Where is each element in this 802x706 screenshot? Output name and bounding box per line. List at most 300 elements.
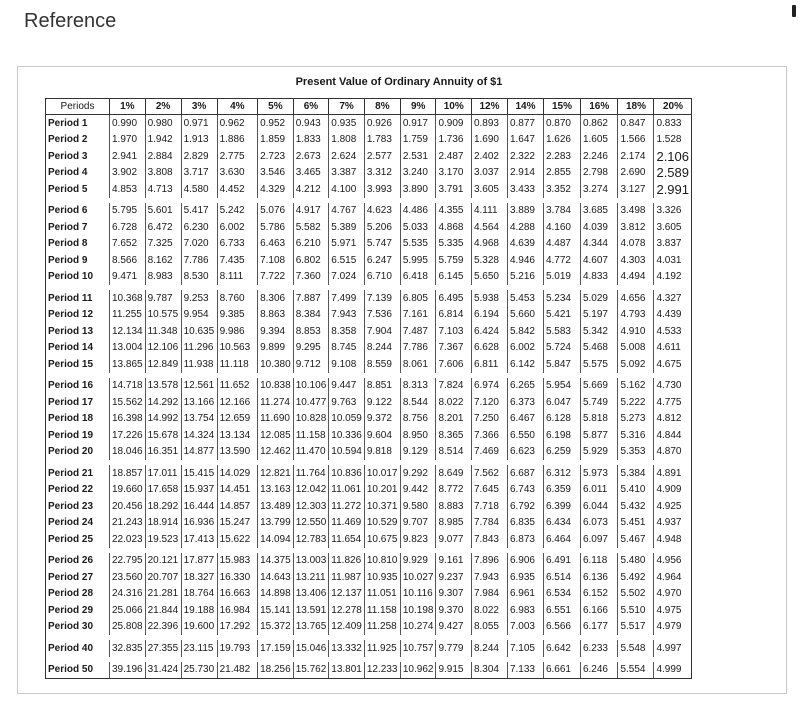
value-cell: 7.843	[471, 531, 507, 548]
header-rate: 18%	[618, 99, 654, 115]
value-cell: 8.384	[293, 307, 329, 324]
value-cell: 3.274	[580, 181, 618, 198]
value-cell: 1.759	[400, 132, 436, 149]
value-cell: 3.170	[436, 165, 472, 182]
value-cell: 7.786	[400, 340, 436, 357]
value-cell: 10.575	[145, 307, 181, 324]
value-cell: 8.983	[145, 269, 181, 286]
value-cell: 5.421	[543, 307, 580, 324]
value-cell: 11.470	[293, 444, 329, 461]
value-cell: 8.853	[293, 323, 329, 340]
value-cell: 6.128	[543, 411, 580, 428]
value-cell: 3.685	[580, 203, 618, 220]
table-row	[46, 378, 692, 395]
value-cell: 12.137	[329, 586, 365, 603]
value-cell: 3.902	[110, 165, 146, 182]
value-cell: 2.991	[654, 181, 692, 198]
value-cell: 12.409	[329, 619, 365, 636]
value-cell: 14.643	[258, 569, 294, 586]
value-cell: 15.415	[181, 465, 217, 482]
value-cell: 9.763	[329, 394, 365, 411]
value-cell: 0.971	[181, 115, 217, 132]
value-cell: 9.307	[436, 586, 472, 603]
value-cell: 5.554	[618, 662, 654, 679]
table-row	[46, 531, 692, 548]
table-row	[46, 498, 692, 515]
table-row	[46, 148, 692, 165]
table-title-text: Present Value of Ordinary Annuity of $1	[295, 76, 503, 88]
value-cell: 9.237	[436, 569, 472, 586]
table-row	[46, 356, 692, 373]
value-cell: 1.605	[580, 132, 618, 149]
table-row	[46, 444, 692, 461]
value-cell: 3.717	[181, 165, 217, 182]
value-cell: 8.055	[471, 619, 507, 636]
value-cell: 19.660	[110, 482, 146, 499]
value-cell: 4.910	[618, 323, 654, 340]
value-cell: 6.792	[507, 498, 543, 515]
value-cell: 4.925	[654, 498, 692, 515]
value-cell: 2.577	[364, 148, 400, 165]
period-label: Period 40	[46, 640, 110, 657]
table-row	[46, 181, 692, 198]
value-cell: 3.312	[364, 165, 400, 182]
value-cell: 12.303	[293, 498, 329, 515]
value-cell: 5.973	[580, 465, 618, 482]
value-cell: 6.961	[507, 586, 543, 603]
value-cell: 5.502	[618, 586, 654, 603]
value-cell: 5.724	[543, 340, 580, 357]
value-cell: 4.452	[217, 181, 258, 198]
value-cell: 8.313	[400, 378, 436, 395]
value-cell: 8.022	[471, 602, 507, 619]
period-label: Period 11	[46, 290, 110, 307]
period-label: Period 5	[46, 181, 110, 198]
value-cell: 5.582	[293, 219, 329, 236]
value-cell: 13.211	[293, 569, 329, 586]
value-cell: 3.808	[145, 165, 181, 182]
value-cell: 5.842	[507, 323, 543, 340]
period-label: Period 14	[46, 340, 110, 357]
table-row	[46, 323, 692, 340]
value-cell: 9.580	[400, 498, 436, 515]
value-cell: 15.678	[145, 427, 181, 444]
value-cell: 14.324	[181, 427, 217, 444]
value-cell: 4.623	[364, 203, 400, 220]
value-cell: 5.995	[400, 252, 436, 269]
value-cell: 7.499	[329, 290, 365, 307]
value-cell: 12.042	[293, 482, 329, 499]
value-cell: 13.590	[217, 444, 258, 461]
value-cell: 6.661	[543, 662, 580, 679]
value-cell: 25.808	[110, 619, 146, 636]
value-cell: 4.853	[110, 181, 146, 198]
value-cell: 5.453	[507, 290, 543, 307]
value-cell: 7.108	[258, 252, 294, 269]
value-cell: 7.139	[364, 290, 400, 307]
period-label: Period 21	[46, 465, 110, 482]
value-cell: 7.645	[471, 482, 507, 499]
annuity-table	[45, 98, 692, 679]
value-cell: 16.444	[181, 498, 217, 515]
value-cell: 6.002	[217, 219, 258, 236]
value-cell: 9.929	[400, 553, 436, 570]
value-cell: 4.611	[654, 340, 692, 357]
value-cell: 4.956	[654, 553, 692, 570]
value-cell: 10.757	[400, 640, 436, 657]
period-label: Period 50	[46, 662, 110, 679]
value-cell: 6.811	[471, 356, 507, 373]
value-cell: 6.373	[507, 394, 543, 411]
header-rate: 16%	[580, 99, 618, 115]
value-cell: 17.658	[145, 482, 181, 499]
value-cell: 11.690	[258, 411, 294, 428]
header-rate: 8%	[364, 99, 400, 115]
value-cell: 5.747	[364, 236, 400, 253]
value-cell: 14.451	[217, 482, 258, 499]
value-cell: 9.779	[436, 640, 472, 657]
value-cell: 4.192	[654, 269, 692, 286]
value-cell: 3.037	[471, 165, 507, 182]
value-cell: 25.066	[110, 602, 146, 619]
value-cell: 4.111	[471, 203, 507, 220]
value-cell: 4.212	[293, 181, 329, 198]
value-cell: 10.477	[293, 394, 329, 411]
value-cell: 6.534	[543, 586, 580, 603]
value-cell: 4.494	[618, 269, 654, 286]
header-rate: 1%	[110, 99, 146, 115]
value-cell: 5.548	[618, 640, 654, 657]
value-cell: 9.370	[436, 602, 472, 619]
value-cell: 3.605	[471, 181, 507, 198]
value-cell: 4.730	[654, 378, 692, 395]
value-cell: 3.127	[618, 181, 654, 198]
period-label: Period 20	[46, 444, 110, 461]
value-cell: 4.968	[471, 236, 507, 253]
period-label: Period 30	[46, 619, 110, 636]
value-cell: 4.344	[580, 236, 618, 253]
value-cell: 22.795	[110, 553, 146, 570]
value-cell: 0.926	[364, 115, 400, 132]
value-cell: 6.210	[293, 236, 329, 253]
value-cell: 19.188	[181, 602, 217, 619]
value-cell: 1.647	[507, 132, 543, 149]
period-label: Period 13	[46, 323, 110, 340]
value-cell: 15.372	[258, 619, 294, 636]
value-cell: 20.456	[110, 498, 146, 515]
value-cell: 8.883	[436, 498, 472, 515]
value-cell: 8.162	[145, 252, 181, 269]
value-cell: 4.675	[654, 356, 692, 373]
value-cell: 0.962	[217, 115, 258, 132]
table-header-row	[46, 99, 692, 115]
value-cell: 1.808	[329, 132, 365, 149]
value-cell: 12.550	[293, 515, 329, 532]
value-cell: 4.948	[654, 531, 692, 548]
value-cell: 9.427	[436, 619, 472, 636]
value-cell: 4.288	[507, 219, 543, 236]
value-cell: 5.273	[618, 411, 654, 428]
value-cell: 16.663	[217, 586, 258, 603]
period-label: Period 3	[46, 148, 110, 165]
value-cell: 7.722	[258, 269, 294, 286]
value-cell: 2.775	[217, 148, 258, 165]
value-cell: 9.442	[400, 482, 436, 499]
value-cell: 13.166	[181, 394, 217, 411]
value-cell: 15.046	[293, 640, 329, 657]
header-rate: 12%	[471, 99, 507, 115]
period-label: Period 27	[46, 569, 110, 586]
value-cell: 11.826	[329, 553, 365, 570]
value-cell: 6.802	[293, 252, 329, 269]
value-cell: 4.970	[654, 586, 692, 603]
period-label: Period 23	[46, 498, 110, 515]
value-cell: 7.003	[507, 619, 543, 636]
table-title	[0, 76, 802, 88]
value-cell: 2.884	[145, 148, 181, 165]
header-rate: 3%	[181, 99, 217, 115]
value-cell: 7.786	[181, 252, 217, 269]
value-cell: 2.914	[507, 165, 543, 182]
value-cell: 7.718	[471, 498, 507, 515]
value-cell: 1.886	[217, 132, 258, 149]
value-cell: 6.551	[543, 602, 580, 619]
value-cell: 12.106	[145, 340, 181, 357]
value-cell: 10.106	[293, 378, 329, 395]
value-cell: 4.656	[618, 290, 654, 307]
value-cell: 7.887	[293, 290, 329, 307]
value-cell: 11.938	[181, 356, 217, 373]
value-cell: 6.418	[400, 269, 436, 286]
value-cell: 7.360	[293, 269, 329, 286]
value-cell: 5.492	[618, 569, 654, 586]
value-cell: 12.561	[181, 378, 217, 395]
value-cell: 11.118	[217, 356, 258, 373]
value-cell: 7.020	[181, 236, 217, 253]
period-label: Period 6	[46, 203, 110, 220]
value-cell: 21.281	[145, 586, 181, 603]
value-cell: 18.292	[145, 498, 181, 515]
value-cell: 4.964	[654, 569, 692, 586]
period-label: Period 17	[46, 394, 110, 411]
table-row	[46, 482, 692, 499]
value-cell: 8.022	[436, 394, 472, 411]
value-cell: 21.844	[145, 602, 181, 619]
value-cell: 5.432	[618, 498, 654, 515]
table-row	[46, 236, 692, 253]
value-cell: 5.847	[543, 356, 580, 373]
value-cell: 13.865	[110, 356, 146, 373]
value-cell: 3.605	[654, 219, 692, 236]
value-cell: 9.707	[400, 515, 436, 532]
value-cell: 6.424	[471, 323, 507, 340]
period-label: Period 1	[46, 115, 110, 132]
value-cell: 3.993	[364, 181, 400, 198]
header-rate: 14%	[507, 99, 543, 115]
value-cell: 6.464	[543, 531, 580, 548]
value-cell: 2.322	[507, 148, 543, 165]
value-cell: 5.583	[543, 323, 580, 340]
value-cell: 2.624	[329, 148, 365, 165]
value-cell: 4.329	[258, 181, 294, 198]
value-cell: 4.946	[507, 252, 543, 269]
value-cell: 8.863	[258, 307, 294, 324]
value-cell: 2.106	[654, 148, 692, 165]
value-cell: 14.029	[217, 465, 258, 482]
value-cell: 6.463	[258, 236, 294, 253]
value-cell: 32.835	[110, 640, 146, 657]
value-cell: 1.859	[258, 132, 294, 149]
value-cell: 20.121	[145, 553, 181, 570]
value-cell: 11.348	[145, 323, 181, 340]
value-cell: 8.950	[400, 427, 436, 444]
value-cell: 5.328	[471, 252, 507, 269]
value-cell: 22.396	[145, 619, 181, 636]
value-cell: 6.628	[471, 340, 507, 357]
value-cell: 14.877	[181, 444, 217, 461]
value-cell: 8.649	[436, 465, 472, 482]
value-cell: 12.166	[217, 394, 258, 411]
value-cell: 2.798	[580, 165, 618, 182]
table-row	[46, 219, 692, 236]
value-cell: 8.559	[364, 356, 400, 373]
value-cell: 15.983	[217, 553, 258, 570]
value-cell: 12.659	[217, 411, 258, 428]
value-cell: 1.690	[471, 132, 507, 149]
value-cell: 23.560	[110, 569, 146, 586]
value-cell: 5.029	[580, 290, 618, 307]
value-cell: 4.767	[329, 203, 365, 220]
value-cell: 13.765	[293, 619, 329, 636]
table-row	[46, 515, 692, 532]
value-cell: 14.718	[110, 378, 146, 395]
period-label: Period 29	[46, 602, 110, 619]
value-cell: 4.031	[654, 252, 692, 269]
value-cell: 6.136	[580, 569, 618, 586]
value-cell: 9.604	[364, 427, 400, 444]
value-cell: 15.937	[181, 482, 217, 499]
value-cell: 7.133	[507, 662, 543, 679]
value-cell: 6.265	[507, 378, 543, 395]
table-row	[46, 586, 692, 603]
value-cell: 8.985	[436, 515, 472, 532]
header-rate: 20%	[654, 99, 692, 115]
table-row	[46, 465, 692, 482]
value-cell: 6.177	[580, 619, 618, 636]
value-cell: 6.002	[507, 340, 543, 357]
value-cell: 5.535	[400, 236, 436, 253]
value-cell: 9.818	[364, 444, 400, 461]
value-cell: 4.909	[654, 482, 692, 499]
value-cell: 10.371	[364, 498, 400, 515]
value-cell: 10.828	[293, 411, 329, 428]
value-cell: 5.033	[400, 219, 436, 236]
value-cell: 6.728	[110, 219, 146, 236]
value-cell: 6.743	[507, 482, 543, 499]
value-cell: 7.120	[471, 394, 507, 411]
value-cell: 10.529	[364, 515, 400, 532]
value-cell: 12.783	[293, 531, 329, 548]
value-cell: 5.384	[618, 465, 654, 482]
value-cell: 10.594	[329, 444, 365, 461]
value-cell: 2.283	[543, 148, 580, 165]
value-cell: 10.336	[329, 427, 365, 444]
value-cell: 12.134	[110, 323, 146, 340]
table-row	[46, 411, 692, 428]
value-cell: 5.971	[329, 236, 365, 253]
value-cell: 6.230	[181, 219, 217, 236]
value-cell: 3.890	[400, 181, 436, 198]
value-cell: 8.304	[471, 662, 507, 679]
value-cell: 5.222	[618, 394, 654, 411]
value-cell: 7.435	[217, 252, 258, 269]
value-cell: 16.984	[217, 602, 258, 619]
value-cell: 2.402	[471, 148, 507, 165]
value-cell: 5.162	[618, 378, 654, 395]
value-cell: 5.008	[618, 340, 654, 357]
value-cell: 7.024	[329, 269, 365, 286]
value-cell: 3.837	[654, 236, 692, 253]
value-cell: 5.786	[258, 219, 294, 236]
value-cell: 10.935	[364, 569, 400, 586]
period-label: Period 9	[46, 252, 110, 269]
value-cell: 12.821	[258, 465, 294, 482]
value-cell: 5.197	[580, 307, 618, 324]
value-cell: 9.954	[181, 307, 217, 324]
value-cell: 6.044	[580, 498, 618, 515]
value-cell: 5.467	[618, 531, 654, 548]
value-cell: 7.606	[436, 356, 472, 373]
value-cell: 4.713	[145, 181, 181, 198]
value-cell: 6.142	[507, 356, 543, 373]
value-cell: 14.898	[258, 586, 294, 603]
value-cell: 5.316	[618, 427, 654, 444]
value-cell: 6.472	[145, 219, 181, 236]
page-title: Reference	[24, 10, 117, 32]
value-cell: 6.166	[580, 602, 618, 619]
value-cell: 0.935	[329, 115, 365, 132]
value-cell: 7.984	[471, 586, 507, 603]
value-cell: 0.943	[293, 115, 329, 132]
value-cell: 5.517	[618, 619, 654, 636]
value-cell: 0.893	[471, 115, 507, 132]
value-cell: 4.975	[654, 602, 692, 619]
value-cell: 5.818	[580, 411, 618, 428]
value-cell: 7.105	[507, 640, 543, 657]
value-cell: 10.380	[258, 356, 294, 373]
value-cell: 0.870	[543, 115, 580, 132]
value-cell: 5.877	[580, 427, 618, 444]
value-cell: 0.917	[400, 115, 436, 132]
table-row	[46, 619, 692, 636]
value-cell: 5.335	[436, 236, 472, 253]
value-cell: 7.784	[471, 515, 507, 532]
scroll-indicator[interactable]	[792, 5, 796, 17]
value-cell: 4.487	[543, 236, 580, 253]
value-cell: 18.857	[110, 465, 146, 482]
value-cell: 9.292	[400, 465, 436, 482]
value-cell: 12.085	[258, 427, 294, 444]
period-label: Period 26	[46, 553, 110, 570]
value-cell: 0.833	[654, 115, 692, 132]
value-cell: 8.772	[436, 482, 472, 499]
period-label: Period 16	[46, 378, 110, 395]
value-cell: 8.306	[258, 290, 294, 307]
value-cell: 10.962	[400, 662, 436, 679]
value-cell: 6.873	[507, 531, 543, 548]
table-row	[46, 602, 692, 619]
value-cell: 0.990	[110, 115, 146, 132]
